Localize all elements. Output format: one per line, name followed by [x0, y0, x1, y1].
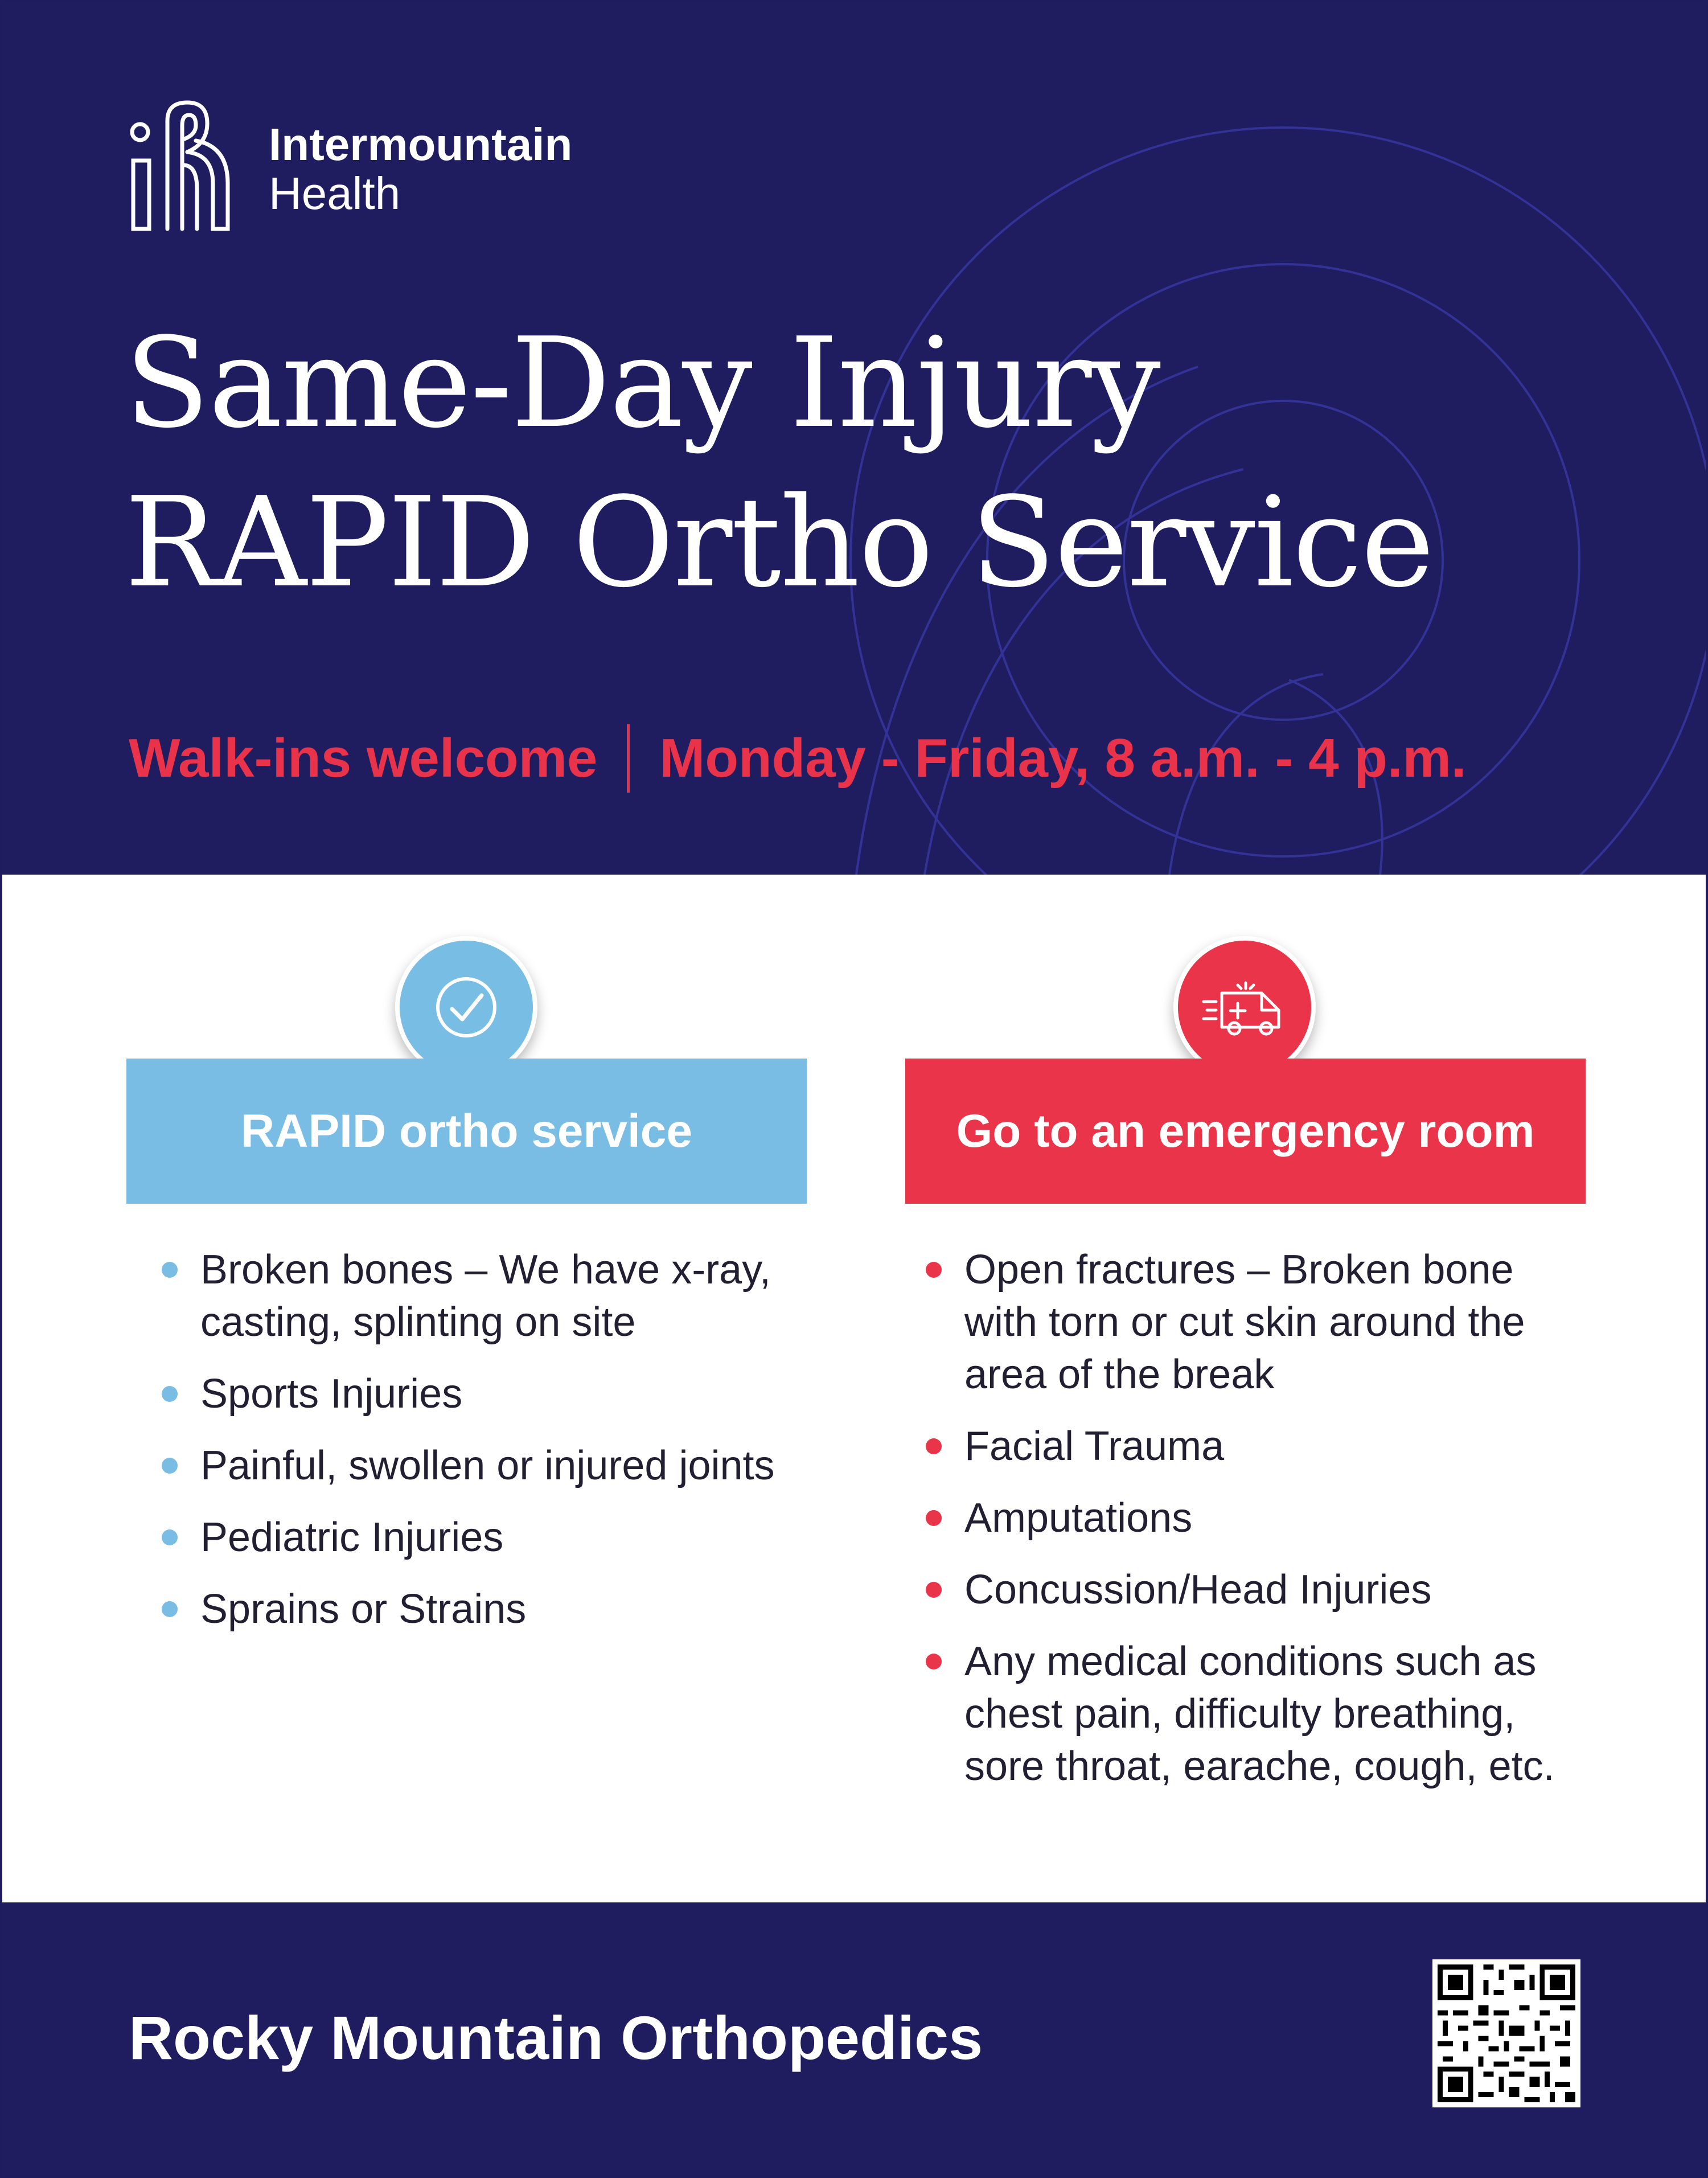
- list-item-text: Facial Trauma: [964, 1424, 1225, 1469]
- list-item: [926, 1635, 1598, 1793]
- list-item: [162, 1583, 799, 1635]
- list-item-text: Any medical conditions such as chest pain, difficulty breathing, sore throat, earache, cough, etc.: [964, 1639, 1555, 1789]
- list-item-text: Amputations: [964, 1495, 1193, 1541]
- rapid-heading: RAPID ortho service: [126, 1059, 807, 1204]
- checkmark-badge: [395, 936, 537, 1078]
- list-item-text: Open fractures – Broken bone with torn or cut skin around the area of the break: [964, 1247, 1525, 1397]
- emergency-heading: Go to an emergency room: [905, 1059, 1586, 1204]
- divider: [627, 724, 630, 793]
- bullet-icon: [162, 1458, 178, 1474]
- list-item: [926, 1564, 1598, 1616]
- list-item: [162, 1511, 799, 1564]
- emergency-list: [926, 1244, 1598, 1812]
- list-item: [926, 1420, 1598, 1472]
- list-item-text: Concussion/Head Injuries: [964, 1567, 1432, 1613]
- title-line-2: RAPID Ortho Service: [125, 471, 1434, 615]
- list-item-text: Painful, swollen or injured joints: [200, 1443, 775, 1488]
- list-item: [926, 1492, 1598, 1544]
- footer-title: Rocky Mountain Orthopedics: [129, 2003, 983, 2072]
- checkmark-icon: [429, 970, 503, 1044]
- hours-text: Monday - Friday, 8 a.m. - 4 p.m.: [659, 728, 1467, 789]
- list-item-text: Sports Injuries: [200, 1371, 463, 1417]
- list-item: [162, 1244, 799, 1348]
- header-panel: [2, 2, 1708, 875]
- bullet-icon: [162, 1262, 178, 1278]
- bullet-icon: [926, 1654, 942, 1670]
- ambulance-icon: [1199, 970, 1290, 1044]
- list-item-text: Sprains or Strains: [200, 1586, 527, 1632]
- list-item: [162, 1368, 799, 1420]
- ih-logo-icon: [128, 98, 253, 240]
- bullet-icon: [926, 1582, 942, 1598]
- bullet-icon: [162, 1529, 178, 1545]
- rapid-list: [162, 1244, 799, 1655]
- bullet-icon: [162, 1386, 178, 1402]
- list-item-text: Broken bones – We have x-ray, casting, splinting on site: [200, 1247, 771, 1345]
- qr-code-icon[interactable]: [1432, 1959, 1580, 2107]
- title-line-1: Same-Day Injury: [125, 311, 1160, 456]
- page-title: [125, 304, 1433, 623]
- bullet-icon: [926, 1262, 942, 1278]
- walk-ins-text: Walk-ins welcome: [129, 728, 598, 789]
- list-item: [926, 1244, 1598, 1401]
- ambulance-badge: [1173, 936, 1316, 1078]
- hours-line: [129, 724, 1467, 793]
- brand-subname: Health: [269, 168, 401, 219]
- bullet-icon: [926, 1438, 942, 1454]
- brand-name: Intermountain: [269, 119, 573, 170]
- bullet-icon: [162, 1601, 178, 1617]
- list-item: [162, 1439, 799, 1492]
- intermountain-logo: [128, 98, 572, 240]
- footer-panel: [2, 1902, 1708, 2178]
- list-item-text: Pediatric Injuries: [200, 1515, 504, 1560]
- bullet-icon: [926, 1510, 942, 1526]
